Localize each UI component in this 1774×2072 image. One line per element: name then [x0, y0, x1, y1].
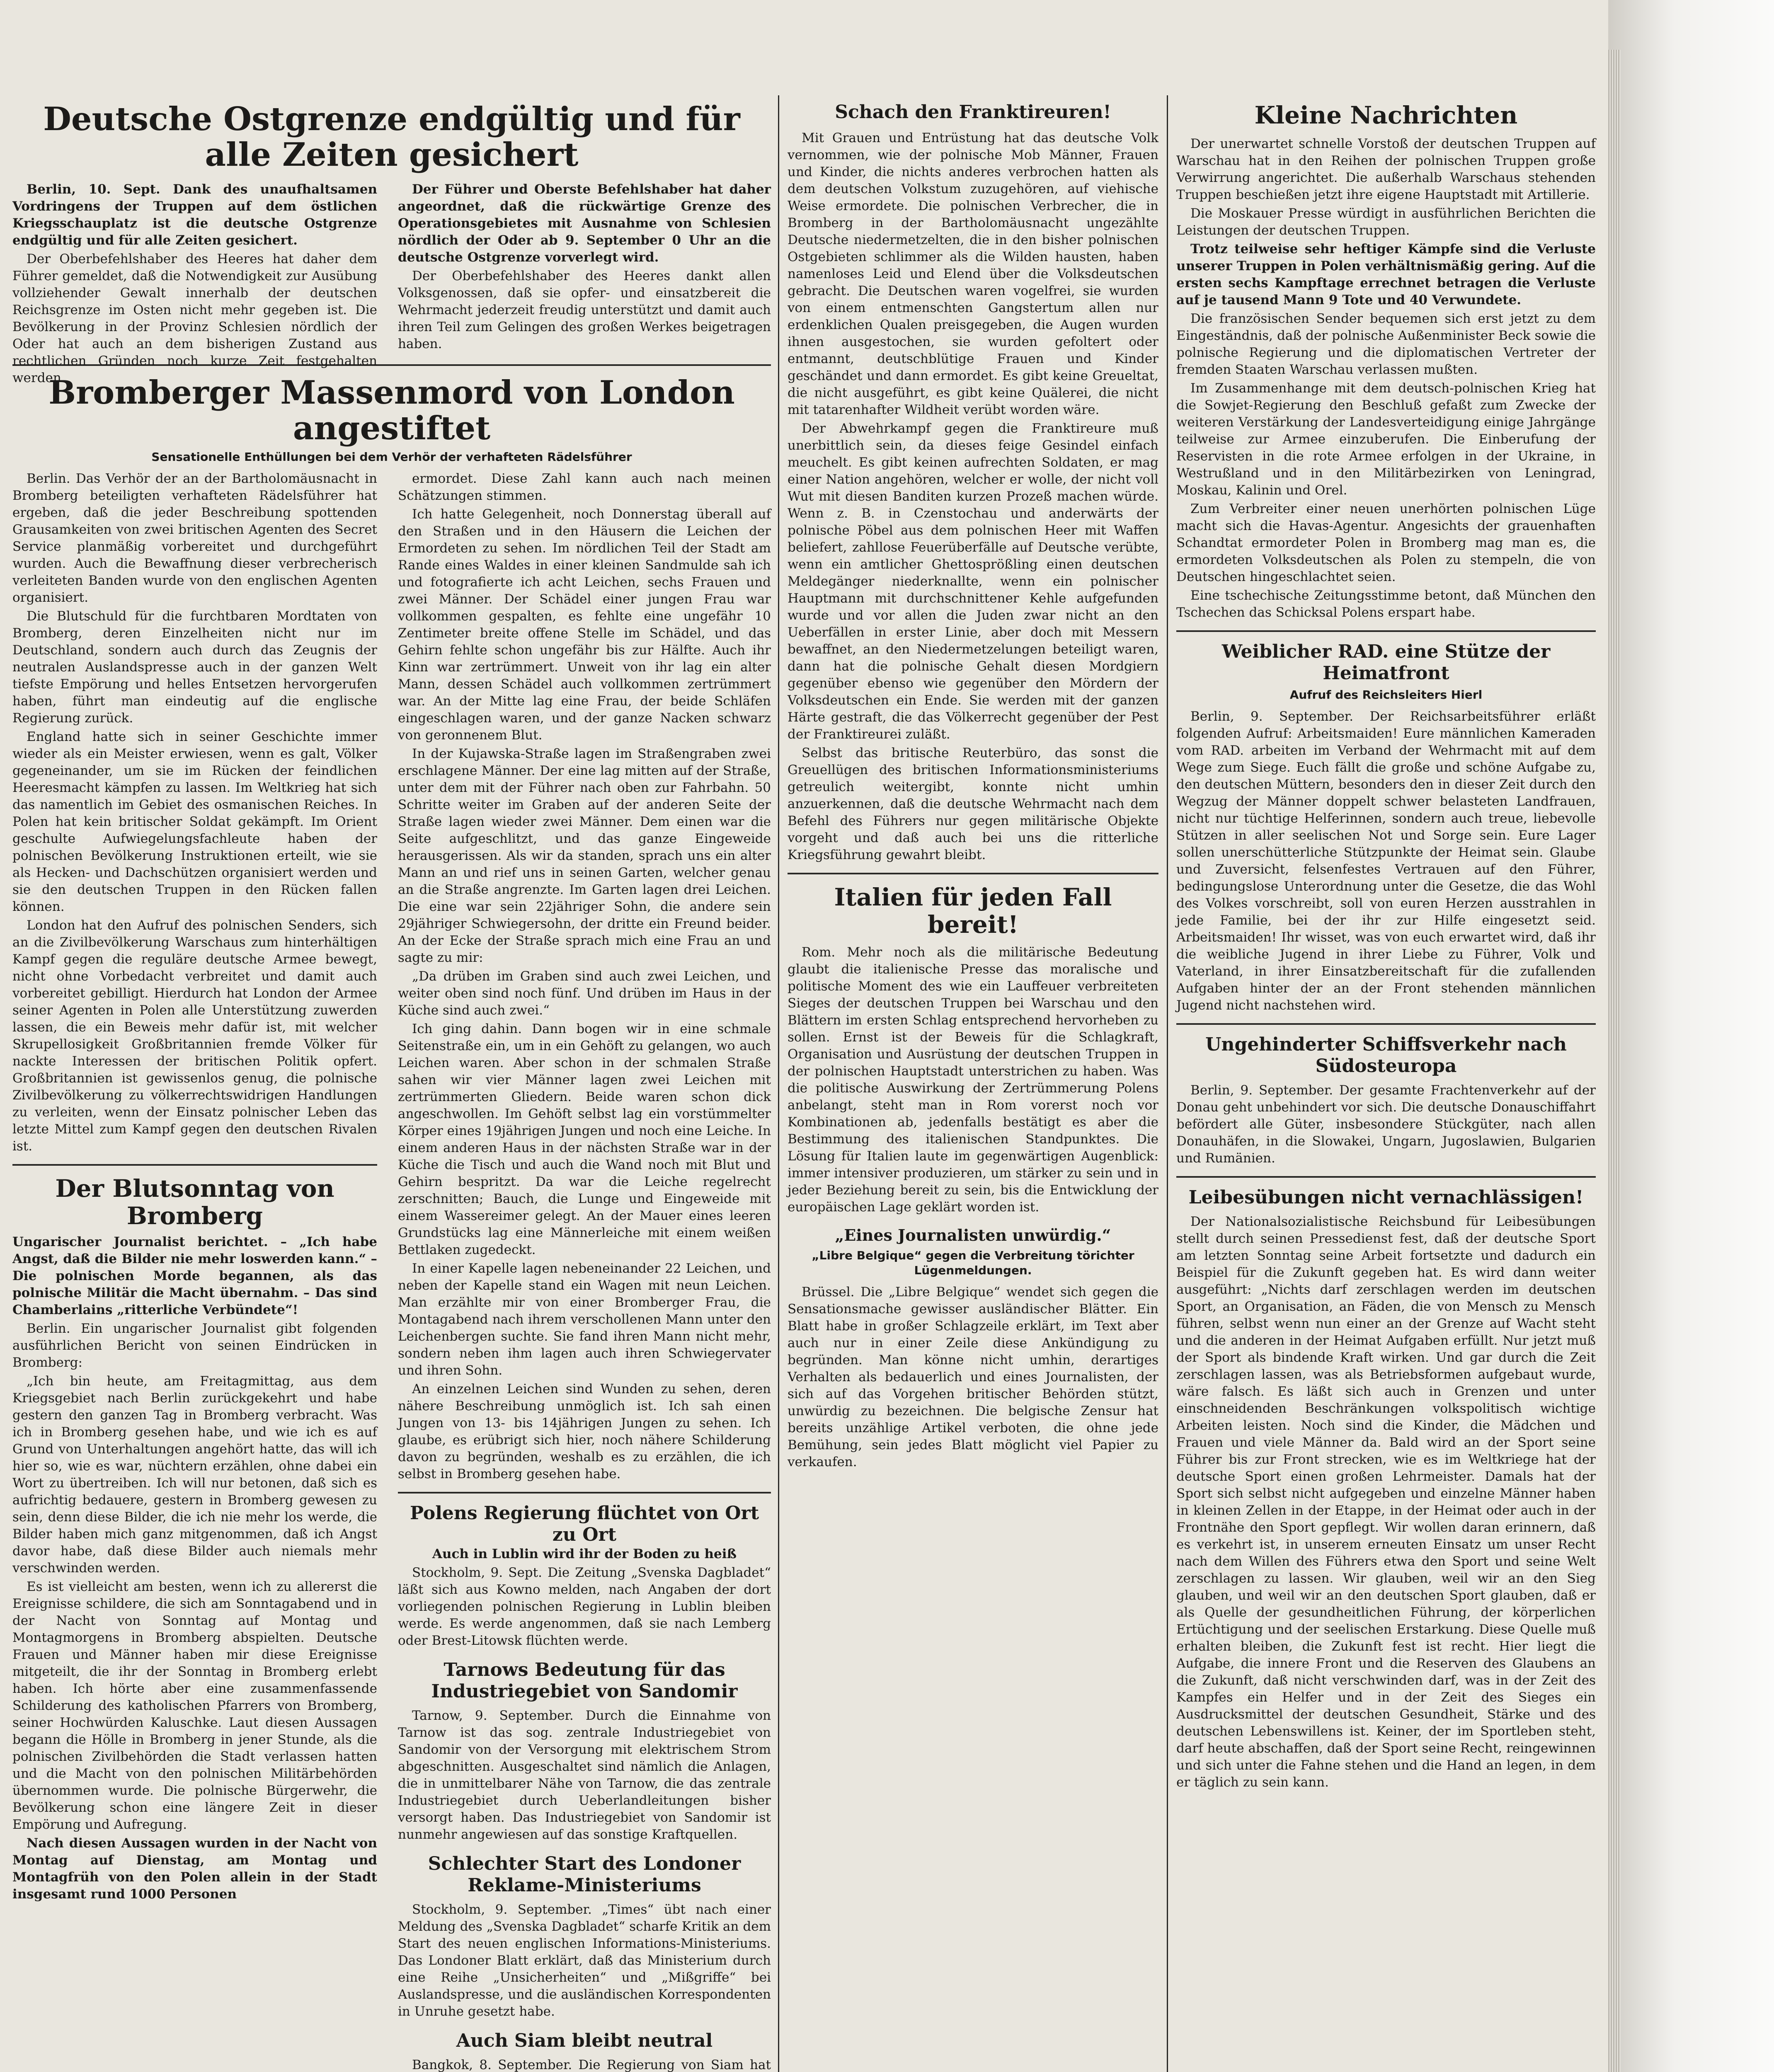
bromberg-a3: England hatte sich in seiner Geschichte immer wieder als ein Meister erwiesen, wenn es galt, Völker gegeneinander, um sie im Rücken der feindlichen Heeresmacht kämpfen zu lassen. Im Weltkrieg hat sich das namentlich im Gebiet des osmanischen Reiches. In Polen hat kein britischer Soldat gekämpft. Im Orient geschulte Aufwiegelungsfachleute haben der polnischen Bevölkerung Instruktionen erteilt, wie sie als Hecken- und Dachschützen organisiert werden und sie den deutschen Truppen in den Rücken fallen können.	[12, 729, 377, 914]
headline-reklame: Schlechter Start des Londoner Reklame-Ministeriums	[428, 1853, 741, 1896]
section-divider	[1176, 630, 1596, 632]
blutsonntag-p4: Nach diesen Aussagen wurden in der Nacht von Montag auf Dienstag, am Montag und Montagfrüh von den Polen allein in der Stadt insgesamt rund 1000 Personen	[12, 1836, 377, 1902]
headline-tarnow: Tarnows Bedeutung für das Industriegebiet von Sandomir	[431, 1659, 738, 1702]
schiff-p1: Berlin, 9. September. Der gesamte Frachtenverkehr auf der Donau geht unbehindert vor sich. Die deutsche Donauschiffahrt befördert alle Güter, insbesondere Stückgüter, nach allen Donauhäfen, in die Slowakei, Ungarn, Jugoslawien, Bulgarien und Rumänien.	[1176, 1083, 1596, 1166]
blutsonntag-p3: Es ist vielleicht am besten, wenn ich zu allererst die Ereignisse schildere, die sich am Sonntagabend und in der Nacht von Sonntag auf Montag und Montagmorgens in Bromberg abspielten. Deutsche Frauen und Männer haben mir diese Ereignisse mitgeteilt, die ihr der Sonntag in Bromberg erlebt haben. Ich hörte aber eine zusammenfassende Schilderung des katholischen Pfarrers von Bromberg, seiner Hochwürden Kaluschke. Laut diesen Aussagen begann die Hölle in Bromberg in jener Stunde, als die polnischen Zivilbehörden die Stadt verlassen hatten und die Macht von den polnischen Militärbehörden übernommen wurde. Die polnische Bürgerwehr, die Bevölkerung schon eine längere Zeit in dieser Empörung und Aufregung.	[12, 1579, 377, 1832]
subheadline-rad: Aufruf des Reichsleiters Hierl	[1289, 688, 1483, 702]
siam-p1: Bangkok, 8. September. Die Regierung von Siam hat	[412, 2057, 771, 2072]
bromberg-col-a	[12, 470, 377, 2072]
headline-rad: Weiblicher RAD. eine Stütze der Heimatfront	[1221, 641, 1551, 684]
right-column	[1176, 102, 1596, 2072]
schach-p3: Selbst das britische Reuterbüro, das sonst die Greuellügen des britischen Informationsministeriums getreulich weitergibt, konnte nicht umhin anzuerkennen, daß die deutsche Wehrmacht nach dem Befehl des Führers nur gegen militärische Objekte vorgeht und daß auch bei uns die ritterliche Kriegsführung gewahrt bleibt.	[788, 746, 1158, 862]
rad-p1: Berlin, 9. September. Der Reichsarbeitsführer erläßt folgenden Aufruf: Arbeitsmaiden! Eure männlichen Kameraden vom RAD. arbeiten im Verband der Wehrmacht mit auf dem Wege zum Siege. Euch fällt die große und schöne Aufgabe zu, den deutschen Müttern, besonders den in dieser Zeit durch den Wegzug der Männer doppelt schwer belasteten Landfrauen, nicht nur tüchtige Helferinnen, sondern auch treue, liebevolle Stützen in aller seelischen Not und Sorge sein. Eure Lager sollen unerschütterliche Stützpunkte der Heimat sein. Glaube und Zuversicht, felsenfestes Vertrauen auf den Führer, bedingungslose Unterordnung unter die Gesetze, die das Wohl des Volkes vorschreibt, soll von euren Herzen ausstrahlen in jede Familie, bei der ihr zur Hilfe eingesetzt seid. Arbeitsmaiden! Ihr wisset, was von euch erwartet wird, daß ihr die weibliche Jugend in ihrer Liebe zu Führer, Volk und Vaterland, in ihrer Einsatzbereitschaft für die zufallenden Aufgaben hinter der an der Front stehenden männlichen Jugend nicht nachstehen wird.	[1176, 709, 1596, 1013]
kleine-p7: Eine tschechische Zeitungsstimme betont, daß München den Tschechen das Schicksal Polens erspart habe.	[1176, 588, 1596, 620]
kleine-p1: Der unerwartet schnelle Vorstoß der deutschen Truppen auf Warschau hat in den Reihen der polnischen Truppen große Verwirrung angerichtet. Die außerhalb Warschaus stehenden Truppen beschießen jetzt ihre eigene Hauptstadt mit Artillerie.	[1176, 136, 1596, 202]
polen-regierung-p1: Stockholm, 9. Sept. Die Zeitung „Svenska Dagbladet“ läßt sich aus Kowno melden, nach Angaben der dort vorliegenden polnischen Regierung in Lublin bleiben werde. Es werde angenommen, daß sie nach Lemberg oder Brest-Litowsk flüchten werde.	[398, 1565, 771, 1648]
column-rule	[1167, 95, 1168, 2072]
bromberg-col-b	[398, 470, 771, 2072]
bromberg-b3: In der Kujawska-Straße lagen im Straßengraben zwei erschlagene Männer. Der eine lag mitten auf der Straße, unter dem mit der Führer nach oben zur Fahrbahn. 50 Schritte weiter im Graben auf der anderen Seite der Straße lagen wieder zwei Männer. Dem einen war die Seite aufgeschlitzt, und das ganze Eingeweide herausgerissen. Als wir da standen, sprach uns ein alter Mann an und rief uns in seinen Garten, welcher genau an die Straße angrenzte. Im Garten lagen drei Leichen. Die eine war sein 22jähriger Sohn, die andere sein 29jähriger Schwiegersohn, der dritte ein Freund beider. An der Ecke der Straße sprach mich eine Frau an und sagte zu mir:	[398, 746, 771, 965]
section-divider	[1176, 1023, 1596, 1025]
kleine-p5: Im Zusammenhange mit dem deutsch-polnischen Krieg hat die Sowjet-Regierung den Beschluß gefaßt zum Zwecke der weiteren Verstärkung der Landesverteidigung einige Jahrgänge teilweise zur Armee einzuberufen. Die Einberufung der Reservisten in die rote Armee erfolgen in der Ukraine, in Westrußland und in den Militärbezirken von Leningrad, Moskau, Kalinin und Orel.	[1176, 381, 1596, 498]
section-divider	[788, 873, 1158, 874]
headline-polen-regierung: Polens Regierung flüchtet von Ort zu Ort	[410, 1503, 759, 1545]
reklame-p1: Stockholm, 9. September. „Times“ übt nach einer Meldung des „Svenska Dagbladet“ scharfe Kritik an dem Start des neuen englischen Informations-Ministeriums. Das Londoner Blatt erklärt, daß das Ministerium durch eine Reihe „Unsicherheiten“ und „Mißgriffe“ bei Auslandspresse, und die ausländischen Korrespondenten in Unruhe gesetzt habe.	[398, 1902, 771, 2019]
blutsonntag-p1: Berlin. Ein ungarischer Journalist gibt folgenden ausführlichen Bericht von seinen Eindrücken in Bromberg:	[12, 1321, 377, 1370]
ostgrenze-body	[12, 181, 771, 385]
headline-libre: „Eines Journalisten unwürdig.“	[835, 1226, 1111, 1244]
ostgrenze-p1: Berlin, 10. Sept. Dank des unaufhaltsamen Vordringens der Truppen auf dem östlichen Kriegsschauplatz ist die deutsche Ostgrenze endgültig und für alle Zeiten gesichert.	[12, 182, 377, 248]
ostgrenze-p2: Der Oberbefehlshaber des Heeres hat daher dem Führer gemeldet, daß die Notwendigkeit zur Ausübung vollziehender Gewalt innerhalb der deutschen Reichsgrenze im Osten nicht mehr gegeben ist. Die Bevölkerung in der Provinz Schlesien nördlich der Oder hat auch an dem bisherigen Zustand aus rechtlichen Gründen noch kurze Zeit festgehalten werden.	[12, 252, 377, 385]
bromberg-a4: London hat den Aufruf des polnischen Senders, sich an die Zivilbevölkerung Warschaus zum hinterhältigen Kampf gegen die reguläre deutsche Armee bewegt, nicht ohne Vorbedacht verbreitet und damit auch vorbereitet gebilligt. Hierdurch hat London der Armee seiner Agenten in Polen alle Unterstützung zuwerden lassen, die ein Beweis mehr dafür ist, mit welcher Skrupellosigkeit Großbritannien fremde Völker für nackte Interessen der britischen Politik opfert. Großbritannien ist gewissenlos genug, die polnische Zivilbevölkerung zu völkerrechtswidrigen Handlungen zu verleiten, wenn der Einsatz polnischer Leben das letzte Mittel zum Kampf gegen den deutschen Rivalen ist.	[12, 918, 377, 1154]
bromberg-a1: Berlin. Das Verhör der an der Bartholomäusnacht in Bromberg beteiligten verhafteten Rädelsführer hat ergeben, daß die jeder Beschreibung spottenden Grausamkeiten von zwei britischen Agenten des Secret Service planmäßig vorbereitet und durchgeführt wurden. Auch die Bewaffnung dieser verbrecherisch verleiteten Banden wurde von den englischen Agenten organisiert.	[12, 471, 377, 605]
section-divider	[1176, 1176, 1596, 1178]
section-divider	[12, 1164, 377, 1166]
headline-bromberg: Bromberger Massenmord von London angestiftet	[48, 374, 735, 447]
bromberg-b4: „Da drüben im Graben sind auch zwei Leichen, und weiter oben sind noch fünf. Und drüben im Haus in der Küche sind auch zwei.“	[398, 969, 771, 1018]
bromberg-b7: An einzelnen Leichen sind Wunden zu sehen, deren nähere Beschreibung unmöglich ist. Ich sah einen Jungen von 13- bis 14jährigen Jungen zu sehen. Ich glaube, es erübrigt sich hier, noch nähere Schilderung davon zu begründen, weshalb es zu erzählen, die ich selbst in Bromberg gesehen habe.	[398, 1382, 771, 1481]
bromberg-b5: Ich ging dahin. Dann bogen wir in eine schmale Seitenstraße ein, um in ein Gehöft zu gelangen, wo auch Leichen waren. Aber schon in der schmalen Straße sahen wir vier Männer lagen zwei Leichen mit zertrümmerten Gliedern. Beide waren schon dick angeschwollen. Im Gehöft selbst lag ein vorstümmelter Körper eines 19jährigen Jungen und noch eine Leiche. In einem anderen Haus in der nächsten Straße war in der Küche die Tisch und auch die Wand noch mit Blut und Gehirn bespritzt. Da war die Leiche regelrecht zerschnitten; Bauch, die Lunge und Eingeweide mit einem Wassereimer gelegt. An der Mauer eines leeren Grundstücks lag eine Männerleiche mit einem weißen Bettlaken zugedeckt.	[398, 1021, 771, 1257]
headline-kleine: Kleine Nachrichten	[1254, 101, 1518, 129]
headline-italien: Italien für jeden Fall bereit!	[834, 883, 1112, 939]
left-section	[12, 102, 771, 2072]
middle-column	[788, 102, 1158, 2072]
ostgrenze-p3: Der Führer und Oberste Befehlshaber hat daher angeordnet, daß die rückwärtige Grenze des Operationsgebietes mit Ausnahme von Schlesien nördlich der Oder ab 9. September 0 Uhr an die deutsche Ostgrenze vorverlegt wird.	[398, 182, 771, 265]
leibes-p1: Der Nationalsozialistische Reichsbund für Leibesübungen stellt durch seinen Pressedienst fest, daß der deutsche Sport am letzten Sonntag seine Arbeit fortsetzte und dadurch ein Beispiel für die Zukunft gegeben hat. Es wird dann weiter ausgeführt: „Nichts darf zerschlagen werden im deutschen Sport, an Organisation, an Fäden, die von Mensch zu Mensch führen, selbst wenn nun einer an der Grenze auf Wacht steht und die anderen in der Heimat Aufgaben erfüllt. Nur jetzt muß der Sport als bindende Kraft wirken. Und gar durch die Zeit zerschlagen lassen, was als Betriebsformen aufgebaut wurde, wäre falsch. Es läßt sich auch in Grenzen und unter einschneidenden Beschränkungen volkspolitisch wichtige Arbeiten leisten. Noch sind die Kinder, die Mädchen und Frauen und viele Männer da. Bald wird an der Sport seine Führer bis zur Front strecken, wie es im Weltkriege hat der deutsche Sport einen großen Lehrmeister. Damals hat der Sport sich selbst nicht aufgegeben und einzelne Männer haben in kleinen Zellen in der Etappe, in der Heimat oder auch in der Frontnähe den Sport gepflegt. Wir wollen daran erinnern, daß es verkehrt ist, in unserem erneuten Einsatz um unser Recht nach dem Willen des Führers etwa den Sport und seine Welt zerschlagen zu lassen. Wir glauben, weil wir an den Sieg glauben, und weil wir an den deutschen Sport glauben, daß er als Quelle der gesundheitlichen Führung, der körperlichen Ertüchtigung und der seelischen Erstarkung. Diese Quelle muß erhalten bleiben, die Zukunft fest ist recht. Hier liegt die Aufgabe, die innere Front und die Reserven des Glaubens an die Zukunft, daß nicht verschwinden darf, was in der Zeit des Kampfes ein Helfer und in der Zeit des Sieges ein Ausdrucksmittel der deutschen Gesundheit, Stärke und des deutschen Lebenswillens ist. Keiner, der im Sportleben steht, darf heute abschaffen, daß der Sport seine Recht, reingewinnen und sich unter die Fahne stehen und die Hand an legen, in dem er täglich zu sein kann.	[1176, 1214, 1596, 1790]
headline-schiff: Ungehinderter Schiffsverkehr nach Südosteuropa	[1205, 1034, 1567, 1077]
column-rule	[778, 95, 779, 2072]
libre-p1: Brüssel. Die „Libre Belgique“ wendet sich gegen die Sensationsmache gewisser ausländischer Blätter. Ein Blatt habe in großer Schlagzeile erklärt, im Text aber auch nur in einer Zeile diese Ankündigung zu begründen. Man könne nicht umhin, derartiges Verhalten als bedauerlich und eines Journalisten, der sich auf das Vorgehen britischer Behörden stützt, unwürdig zu bezeichnen. Die belgische Zensur hat bereits unzählige Artikel verboten, die ohne jede Bemühung, sein jedes Blatt möglicht viel Papier zu verkaufen.	[788, 1285, 1158, 1469]
schach-p2: Der Abwehrkampf gegen die Franktireure muß unerbittlich sein, da dieses feige Gesindel einfach meuchelt. Es gibt keinen aufrechten Soldaten, er mag einer Nation angehören, welcher er wolle, der nicht voll Wut mit diesen Banditen kurzen Prozeß machen würde. Wenn z. B. in Czenstochau und anderwärts der polnische Pöbel aus dem polnischen Heer mit Waffen beliefert, zahllose Feuerüberfälle auf Deutsche verübte, wenn ein amtlicher Ghettosprößling einen deutschen Meldegänger niederknallte, wenn ein polnischer Hauptmann mit durchschnittener Kehle aufgefunden wurde und vor allen die Juden zwar nicht an den Ueberfällen in erster Linie, aber doch mit Messern bewaffnet, an den Niedermetzelungen beteiligt waren, dann hat die polnische Gehalt diesen Mordgiern gegenüber ebenso wie gegenüber den Mördern der Volksdeutschen ein Ende. Sie werden mit der ganzen Härte gestraft, die das Völkerrecht gegenüber der Pest der Franktireurei zuläßt.	[788, 421, 1158, 742]
page-stack-edge	[1608, 50, 1621, 2072]
polen-regierung-lead: Auch in Lublin wird ihr der Boden zu heiß	[432, 1547, 737, 1561]
kleine-p6: Zum Verbreiter einer neuen unerhörten polnischen Lüge macht sich die Havas-Agentur. Angesichts der grauenhaften Schandtat ermordeter Polen in Bromberg mag man es, die ermordeten Volksdeutschen als Polen zu stempeln, die von Deutschen hingeschlachtet seien.	[1176, 501, 1596, 584]
section-divider	[398, 1492, 771, 1493]
kleine-p2: Die Moskauer Presse würdigt in ausführlichen Berichten die Leistungen der deutschen Truppen.	[1176, 206, 1596, 238]
kleine-p4: Die französischen Sender bequemen sich erst jetzt zu dem Eingeständnis, daß der polnische Außenminister Beck sowie die polnische Regierung und die diplomatischen Vertreter der fremden Staaten Warschau verlassen mußten.	[1176, 311, 1596, 377]
subheadline-libre: „Libre Belgique“ gegen die Verbreitung törichter Lügenmeldungen.	[812, 1249, 1134, 1277]
bromberg-a2: Die Blutschuld für die furchtbaren Mordtaten von Bromberg, deren Einzelheiten nicht nur im Deutschland, sondern auch durch das Zeugnis der neutralen Auslandspresse auch in der ganzen Welt tiefste Empörung und helles Entsetzen hervorgerufen haben, führt man eindeutig auf die englische Regierung zurück.	[12, 609, 377, 726]
bromberg-body	[12, 470, 771, 2072]
headline-leibes: Leibesübungen nicht vernachlässigen!	[1188, 1187, 1584, 1208]
schach-p1: Mit Grauen und Entrüstung hat das deutsche Volk vernommen, wie der polnische Mob Männer, Frauen und Kinder, die nichts anderes verbrochen hatten als dem deutschen Volkstum zuzugehören, auf viehische Weise ermordete. Die polnischen Verbrecher, die in Bromberg in der Bartholomäusnacht ungezählte Deutsche niedermetzelten, die in den bisher polnischen Ostgebieten schlimmer als die Wilden hausten, haben namenloses Leid und Elend über die Volksdeutschen gebracht. Die Deutschen waren vogelfrei, sie wurden von einem entmenschten Gangstertum allen nur erdenklichen Qualen preisgegeben, die Augen wurden ihnen ausgestochen, sie wurden gefoltert oder entmannt, deutschblütige Frauen und Kinder geschändet und dann ermordet. Es gibt keine Greueltat, die nicht ausgeführt, es gibt keine Quälerei, die nicht mit tatarenhafter Wildheit verübt worden wäre.	[788, 131, 1158, 417]
kleine-p3: Trotz teilweise sehr heftiger Kämpfe sind die Verluste unserer Truppen in Polen verhältnismäßig gering. Auf die ersten sechs Kampftage errechnet betragen die Verluste auf je tausend Mann 9 Tote und 40 Verwundete.	[1176, 242, 1596, 307]
headline-blutsonntag: Der Blutsonntag von Bromberg	[55, 1174, 334, 1230]
subheadline-bromberg: Sensationelle Enthüllungen bei dem Verhör der verhafteten Rädelsführer	[151, 450, 632, 464]
ostgrenze-p4: Der Oberbefehlshaber des Heeres dankt allen Volksgenossen, daß sie opfer- und einsatzbereit die Wehrmacht jederzeit freudig unterstützt und damit auch ihren Teil zum Gelingen des großen Werkes beigetragen haben.	[398, 269, 771, 351]
headline-siam: Auch Siam bleibt neutral	[456, 2030, 713, 2051]
page-edge	[1608, 0, 1774, 2072]
blutsonntag-p2: „Ich bin heute, am Freitagmittag, aus dem Kriegsgebiet nach Berlin zurückgekehrt und habe gestern den ganzen Tag in Bromberg verbracht. Was ich in Bromberg gesehen habe, und wie ich es auf Grund von Unterhaltungen angehört hatte, das will ich hier so, wie es war, nüchtern erzählen, ohne dabei ein Wort zu übertreiben. Ich will nur betonen, daß sich es aufrichtig bedauere, gestern in Bromberg gewesen zu sein, denn diese Bilder, die ich nie mehr los werde, die Bilder haben mich ganz mitgenommen, daß ich Angst davor habe, daß diese Bilder auch niemals mehr verschwinden werden.	[12, 1374, 377, 1576]
tarnow-p1: Tarnow, 9. September. Durch die Einnahme von Tarnow ist das sog. zentrale Industriegebiet von Sandomir von der Versorgung mit elektrischem Strom abgeschnitten. Ausgeschaltet sind nämlich die Anlagen, die in unmittelbarer Nähe von Tarnow, die das zentrale Industriegebiet durch Ueberlandleitungen bisher versorgt haben. Das Industriegebiet von Sandomir ist nunmehr angewiesen auf das sonstige Kraftquellen.	[398, 1708, 771, 1842]
headline-schach: Schach den Franktireuren!	[835, 102, 1111, 123]
italien-p1: Rom. Mehr noch als die militärische Bedeutung glaubt die italienische Presse das moralische und politische Moment des wie ein Lauffeuer verbreiteten Sieges der deutschen Truppen bei Warschau und den Blättern im ersten Schlag entsprechend hervorheben zu sollen. Ernst ist der Beweis für die Schlagkraft, Organisation und Ausrüstung der deutschen Truppen in der polnischen Hauptstadt unterstrichen zu haben. Was die politische Auswirkung der Zertrümmerung Polens anbelangt, steht man in Rom vorerst noch vor Kombinationen ab, jedenfalls bestätigt es aber die Bestimmung des italienischen Standpunktes. Die Lösung für Italien laute im gegenwärtigen Augenblick: immer intensiver produzieren, um stärker zu sein und in jeder Beziehung bereit zu sein, bis die Entwicklung der europäischen Lage geklärt worden ist.	[788, 945, 1158, 1215]
blutsonntag-lead: Ungarischer Journalist berichtet. – „Ich habe Angst, daß die Bilder nie mehr loswerden kann.“ – Die polnischen Morde begannen, als das polnische Militär die Macht übernahm. – Das sind Chamberlains „ritterliche Verbündete“!	[12, 1234, 377, 1317]
bromberg-b2: Ich hatte Gelegenheit, noch Donnerstag überall auf den Straßen und in den Häusern die Leichen der Ermordeten zu sehen. Im nördlichen Teil der Stadt am Rande eines Waldes in einer kleinen Sandmulde sah ich und fotografierte ich acht Leichen, sechs Frauen und zwei Männer. Der Schädel einer jungen Frau war vollkommen gespalten, es fehlte eine ungefähr 10 Zentimeter breite offene Stelle im Schädel, und das Gehirn fehlte schon ungefähr bis zur Hälfte. Auch ihr Kinn war zertrümmert. Unweit von ihr lag ein alter Mann, dessen Schädel auch vollkommen zertrümmert war. An der Mitte lag eine Frau, der beide Schläfen eingeschlagen waren, und der ganze Nacken schwarz von geronnenem Blut.	[398, 507, 771, 743]
bromberg-b6: In einer Kapelle lagen nebeneinander 22 Leichen, und neben der Kapelle stand ein Wagen mit neun Leichen. Man erzählte mir von einer Bromberger Frau, die Montagabend nach ihrem verschollenen Mann unter den Leichenbergen suchte. Sie fand ihren Mann nicht mehr, sondern neben ihm lagen auch ihren Schwiegervater und ihren Sohn.	[398, 1261, 771, 1378]
bromberg-b1: ermordet. Diese Zahl kann auch nach meinen Schätzungen stimmen.	[398, 471, 771, 503]
headline-ostgrenze: Deutsche Ostgrenze endgültig und für alle Zeiten gesichert	[43, 100, 740, 174]
